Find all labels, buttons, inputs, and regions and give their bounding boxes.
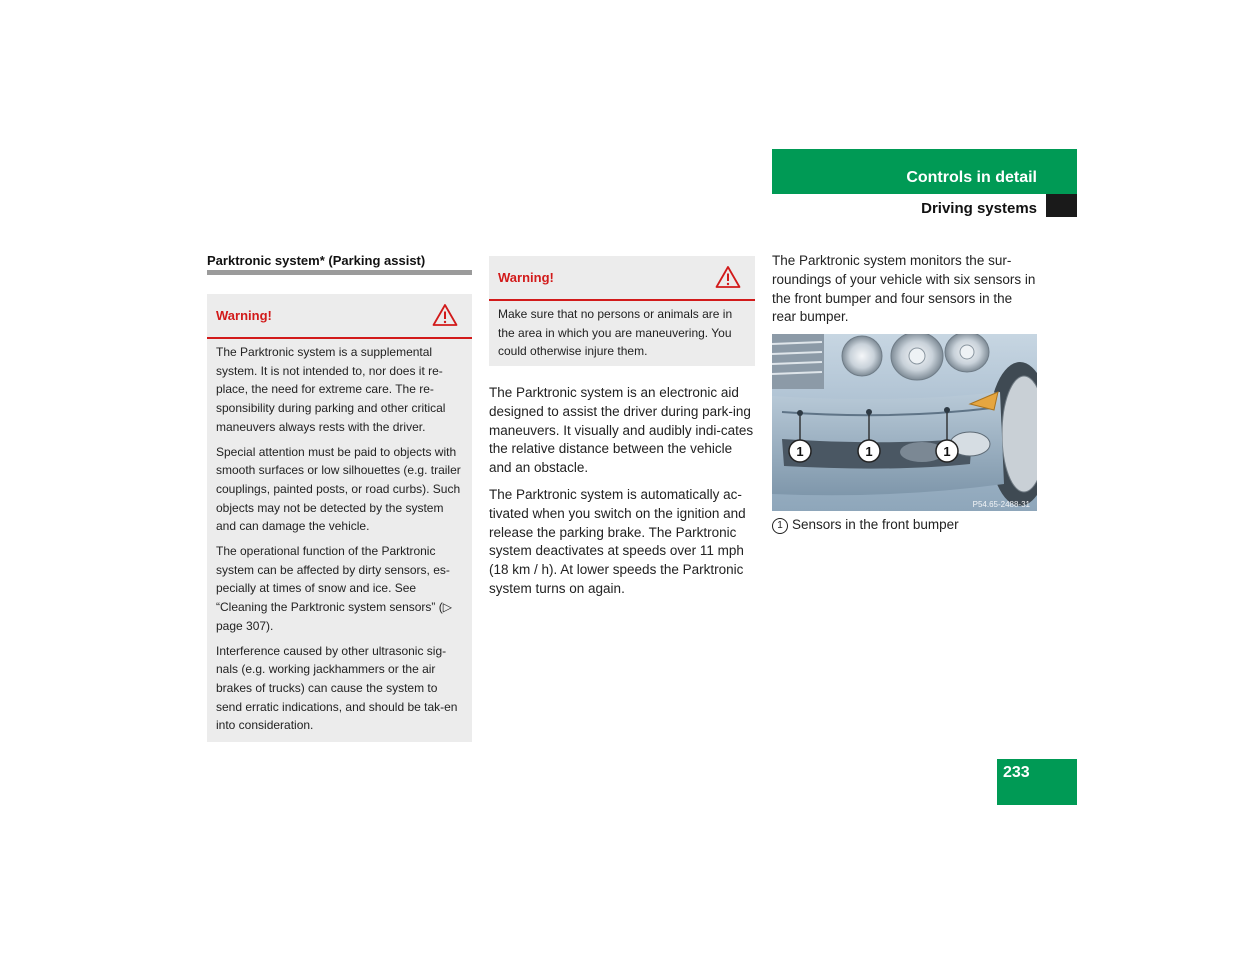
chapter-title: Controls in detail (906, 169, 1037, 186)
warning-box-middle (489, 256, 755, 366)
caption-text: Sensors in the front bumper (792, 517, 959, 532)
body-paragraph: The Parktronic system is an electronic aid designed to assist the driver during park-ing maneuvers. It visually and audibly indi-cates the relative distance between the vehicle and an obstacle. (489, 385, 754, 476)
section-header (772, 194, 1077, 217)
sensor-callout: 1 (943, 444, 951, 459)
warning-paragraph: The Parktronic system is a supplemental system. It is not intended to, nor does it re-place, the need for extreme care. The re-sponsibility during parking and other critical maneuvers always rests with the driver. (216, 345, 446, 434)
warning-paragraph: Special attention must be paid to objects with smooth surfaces or low silhouettes (e.g. trailer couplings, painted posts, or road curbs). Such objects may not be detected by the system and can damage the vehicle. (216, 444, 461, 534)
front-bumper-photo (772, 334, 1037, 511)
car-front-illustration (772, 334, 1037, 511)
warning-triangle-icon (715, 265, 741, 289)
page-number-box (997, 759, 1077, 805)
photo-caption (772, 517, 959, 534)
warning-header (489, 256, 755, 301)
warning-box-left (207, 294, 472, 742)
section-marker (1046, 194, 1077, 217)
warning-text (489, 301, 755, 375)
sensor-callout: 1 (865, 444, 873, 459)
body-paragraph: The Parktronic system is automatically ac-tivated when you switch on the ignition and release the parking brake. The Parktronic system deactivates at speeds over 11 mph (18 km / h). At lower speeds the Parktronic system turns on again. (489, 486, 746, 596)
page-number: 233 (1003, 764, 1030, 781)
warning-paragraph: Interference caused by other ultrasonic sig-nals (e.g. working jackhammers or the air brakes of trucks) can cause the system to send erratic indications, and should be tak-en into consideration. (216, 643, 458, 733)
callout-number: 1 (772, 518, 788, 534)
body-text-middle (489, 384, 755, 607)
chapter-header (772, 149, 1077, 194)
heading-rule (207, 270, 472, 275)
warning-paragraph: The operational function of the Parktronic system can be affected by dirty sensors, es-pecially at times of snow and ice. See “Cleaning the Parktronic system sensors” (▷ page 307). (216, 544, 452, 633)
topic-heading: Parktronic system* (Parking assist) (207, 253, 426, 268)
warning-text (207, 339, 472, 749)
warning-label: Warning! (498, 270, 554, 285)
warning-paragraph: Make sure that no persons or animals are in the area in which you are maneuvering. You could otherwise injure them. (498, 307, 733, 359)
intro-paragraph: The Parktronic system monitors the sur-roundings of your vehicle with six sensors in the front bumper and four sensors in the rear bumper. (772, 253, 1036, 325)
warning-triangle-icon (432, 303, 458, 327)
body-text-right (772, 252, 1038, 335)
warning-header (207, 294, 472, 339)
warning-label: Warning! (216, 308, 272, 323)
section-title: Driving systems (921, 200, 1037, 217)
image-code: P54.65-2488-31 (972, 500, 1030, 509)
sensor-callout: 1 (796, 444, 804, 459)
